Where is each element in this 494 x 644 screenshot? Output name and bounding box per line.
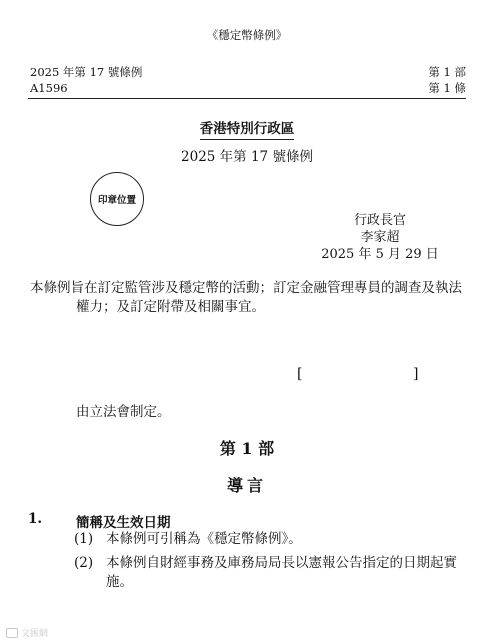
long-title: 本條例旨在訂定監管涉及穩定幣的活動；訂定金融管理專員的調查及執法權力；及訂定附帶及相關事宜。 <box>30 280 462 315</box>
running-title: 《穩定幣條例》 <box>206 28 288 42</box>
watermark-logo-icon <box>6 628 18 638</box>
government-title <box>0 117 494 137</box>
section-number: 1. <box>28 511 43 527</box>
ordinance-year-number: 2025 年第 17 號條例 <box>30 65 143 79</box>
subsection-number: (1) <box>74 531 94 547</box>
part-heading: 第 1 部 <box>219 439 275 458</box>
signatory-title: 行政長官 <box>353 213 406 228</box>
header-right <box>428 64 466 96</box>
section-reference: 第 1 條 <box>428 81 466 95</box>
subsection-text: 本條例自財經事務及庫務局局長以憲報公告指定的日期起實施。 <box>106 555 457 590</box>
seal-placeholder <box>90 172 144 226</box>
header-divider <box>28 98 466 99</box>
subsection-text: 本條例可引稱為《穩定幣條例》。 <box>106 531 302 547</box>
part-reference: 第 1 部 <box>428 65 466 79</box>
watermark <box>6 626 48 639</box>
section-heading: 簡稱及生效日期 <box>76 515 171 531</box>
commencement-bracket-open: [ <box>297 366 303 382</box>
signatory-name: 李家超 <box>360 230 400 245</box>
signatory-block <box>300 212 460 263</box>
government-title-text: 香港特別行政區 <box>200 121 295 140</box>
signature-date: 2025 年 5 月 29 日 <box>321 247 439 262</box>
ordinance-number: 2025 年第 17 號條例 <box>181 149 313 165</box>
seal-label: 印章位置 <box>97 195 136 206</box>
subsection-number: (2) <box>74 555 94 571</box>
watermark-text: 文匯網 <box>21 629 49 639</box>
header-left <box>30 64 142 96</box>
gazette-page-number: A1596 <box>30 81 68 95</box>
commencement-bracket-close: ] <box>413 366 419 382</box>
part-name: 導言 <box>226 476 267 495</box>
enacting-formula: 由立法會制定。 <box>76 404 171 420</box>
